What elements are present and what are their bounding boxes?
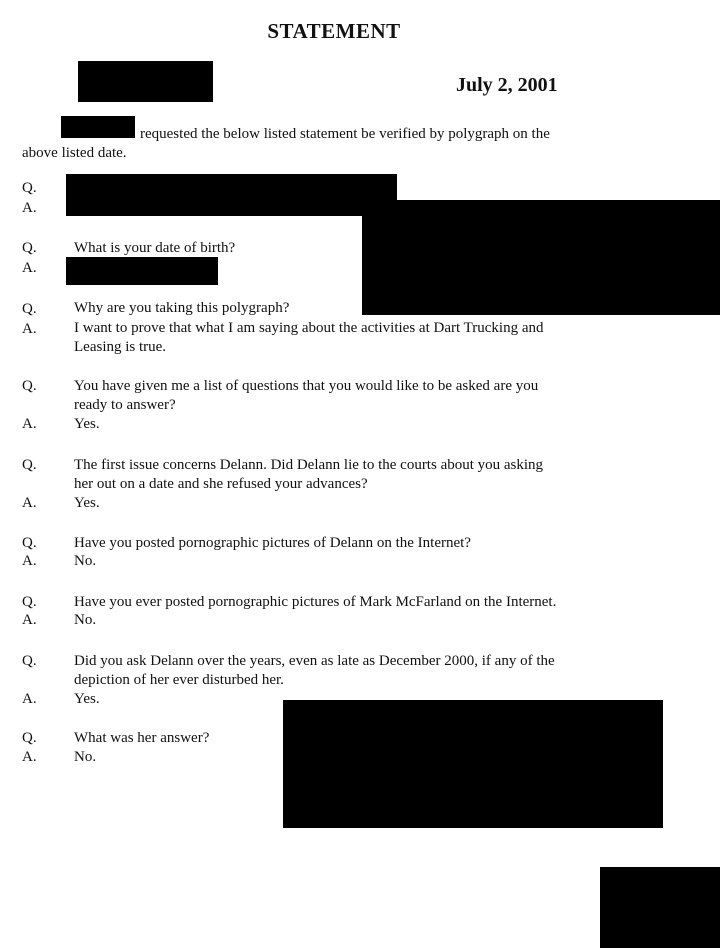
q-label: Q.	[22, 535, 37, 551]
redaction-first-qa	[66, 174, 397, 216]
question-text: What was her answer?	[74, 730, 210, 746]
redaction-lower-block	[283, 700, 663, 828]
answer-text: Yes.	[74, 691, 100, 707]
q-label: Q.	[22, 378, 37, 394]
q-label: Q.	[22, 653, 37, 669]
question-text: The first issue concerns Delann. Did Delann lie to the courts about you asking	[74, 457, 544, 473]
redaction-birthdate-answer	[66, 257, 218, 285]
a-label: A.	[22, 691, 37, 707]
answer-text: No.	[74, 612, 97, 628]
question-text: You have given me a list of questions that you would like to be asked are you	[74, 378, 539, 394]
a-label: A.	[22, 612, 37, 628]
q-label: Q.	[22, 457, 37, 473]
a-label: A.	[22, 749, 37, 765]
a-label: A.	[22, 495, 37, 511]
question-text: Did you ask Delann over the years, even as late as December 2000, if any of the	[74, 653, 555, 669]
answer-text: No.	[74, 749, 97, 765]
question-text: Have you posted pornographic pictures of Delann on the Internet?	[74, 535, 471, 551]
page-title: STATEMENT	[267, 19, 401, 43]
question-text: Why are you taking this polygraph?	[74, 300, 290, 316]
answer-text: Yes.	[74, 416, 100, 432]
answer-text: No.	[74, 553, 97, 569]
q-label: Q.	[22, 301, 37, 317]
a-label: A.	[22, 553, 37, 569]
question-text: Have you ever posted pornographic pictures of Mark McFarland on the Internet.	[74, 594, 557, 610]
statement-date: July 2, 2001	[456, 74, 558, 96]
q-label: Q.	[22, 240, 37, 256]
redaction-corner-block	[600, 867, 720, 948]
answer-text: Leasing is true.	[74, 339, 167, 355]
intro-line-1: requested the below listed statement be verified by polygraph on the	[140, 126, 550, 142]
redaction-requester-name	[61, 116, 135, 138]
question-text: depiction of her ever disturbed her.	[74, 672, 284, 688]
a-label: A.	[22, 416, 37, 432]
a-label: A.	[22, 200, 37, 216]
redaction-header-name	[78, 61, 213, 102]
q-label: Q.	[22, 180, 37, 196]
answer-text: Yes.	[74, 495, 100, 511]
q-label: Q.	[22, 730, 37, 746]
question-text: her out on a date and she refused your advances?	[74, 476, 368, 492]
a-label: A.	[22, 321, 37, 337]
question-text: ready to answer?	[74, 397, 176, 413]
answer-text: I want to prove that what I am saying about the activities at Dart Trucking and	[74, 320, 544, 336]
redaction-right-block	[362, 200, 720, 315]
a-label: A.	[22, 260, 37, 276]
intro-line-2: above listed date.	[22, 145, 127, 161]
q-label: Q.	[22, 594, 37, 610]
question-text: What is your date of birth?	[74, 240, 236, 256]
